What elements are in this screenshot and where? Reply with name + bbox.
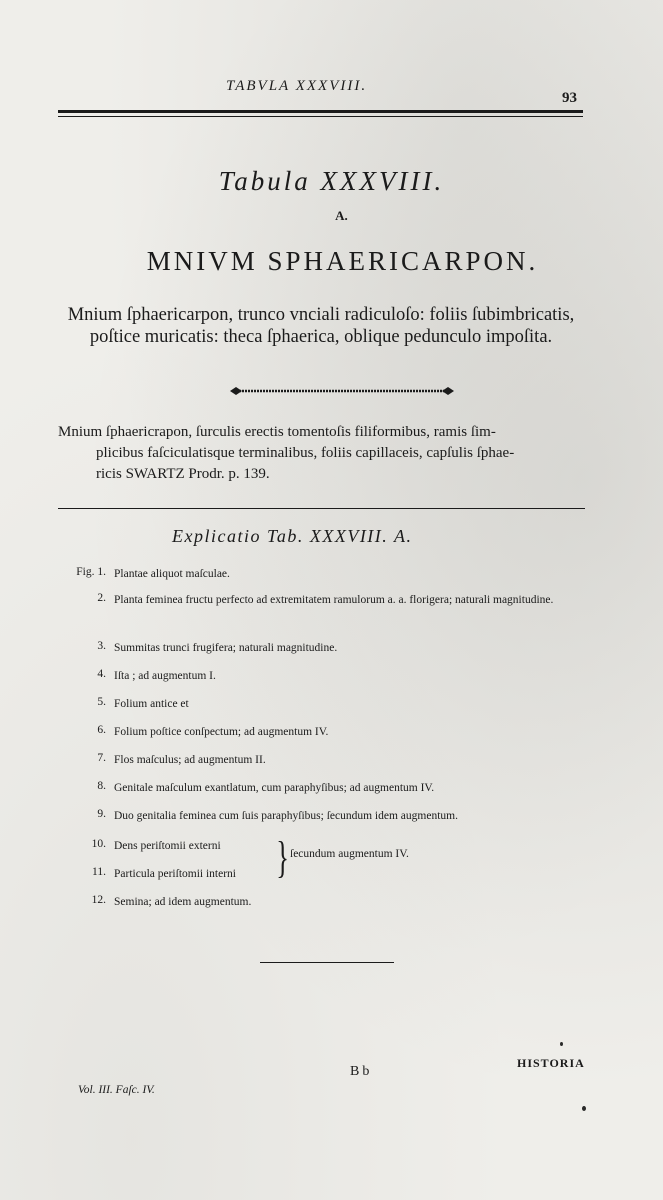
figure-number: 7. — [97, 752, 106, 764]
figure-caption: Dens periſtomii externi — [114, 840, 221, 852]
figure-number: 12. — [91, 894, 106, 906]
figure-caption: Iſta ; ad augmentum I. — [114, 670, 216, 682]
synonym-line-2: plicibus faſciculatisque terminalibus, foliis capillaceis, capſulis ſphae- — [96, 445, 515, 461]
explicatio-title: Explicatio Tab. XXXVIII. A. — [172, 526, 413, 546]
figure-number: 4. — [97, 668, 106, 680]
figure-caption: Particula periſtomii interni — [114, 868, 236, 880]
species-heading: MNIVM SPHAERICARPON. — [146, 246, 539, 276]
end-rule — [260, 962, 394, 963]
figure-caption: Summitas trunci frugifera; naturali magnitudine. — [114, 642, 338, 654]
ink-speck — [560, 1042, 563, 1046]
figure-number: 2. — [97, 592, 106, 604]
figure-number: 10. — [91, 838, 106, 850]
signature-mark: Bb — [350, 1064, 373, 1079]
figure-caption: Planta feminea fructu perfecto ad extremitatem ramulorum a. a. florigera; naturali magnitudine. — [114, 594, 554, 606]
figure-number: Fig. 1. — [76, 566, 106, 578]
brace-caption: ſecundum augmentum IV. — [290, 848, 409, 860]
figure-caption: Flos maſculus; ad augmentum II. — [114, 754, 266, 766]
header-rule-thin — [58, 116, 583, 117]
plate-letter: A. — [335, 208, 348, 223]
volume-footer: Vol. III. Faſc. IV. — [78, 1084, 155, 1096]
ink-speck — [582, 1106, 586, 1111]
synonym-citation — [58, 422, 588, 485]
synonym-line-3: ricis SWARTZ Prodr. p. 139. — [96, 466, 270, 482]
figure-number: 6. — [97, 724, 106, 736]
figure-caption: Duo genitalia feminea cum ſuis paraphyſibus; ſecundum idem augmentum. — [114, 810, 458, 822]
figure-number: 8. — [97, 780, 106, 792]
figure-caption: Folium antice et — [114, 698, 189, 710]
species-diagnosis: Mnium ſphaericarpon, trunco vnciali radiculoſo: foliis ſubimbricatis, poſtice muricatis: theca ſphaerica, oblique pedunculo impoſita. — [67, 305, 575, 347]
figure-caption: Semina; ad idem augmentum. — [114, 896, 252, 908]
catchword: HISTORIA — [517, 1056, 585, 1070]
header-rule — [58, 110, 583, 113]
figure-caption: Folium poſtice conſpectum; ad augmentum IV. — [114, 726, 329, 738]
figure-caption: Genitale maſculum exantlatum, cum paraphyſibus; ad augmentum IV. — [114, 782, 435, 794]
running-head: TABVLA XXXVIII. — [226, 78, 368, 94]
section-rule — [58, 508, 585, 509]
figure-caption: Plantae aliquot maſculae. — [114, 568, 230, 580]
page-number: 93 — [562, 90, 577, 106]
brace-glyph: } — [276, 833, 289, 882]
ornamental-rule — [230, 386, 454, 396]
figure-number: 3. — [97, 640, 106, 652]
figure-number: 5. — [97, 696, 106, 708]
synonym-line-1: Mnium ſphaericrapon, ſurculis erectis tomentoſis filiformibus, ramis ſim- — [58, 424, 496, 440]
figure-number: 9. — [97, 808, 106, 820]
plate-title: Tabula XXXVIII. — [218, 166, 445, 196]
figure-number: 11. — [92, 866, 106, 878]
